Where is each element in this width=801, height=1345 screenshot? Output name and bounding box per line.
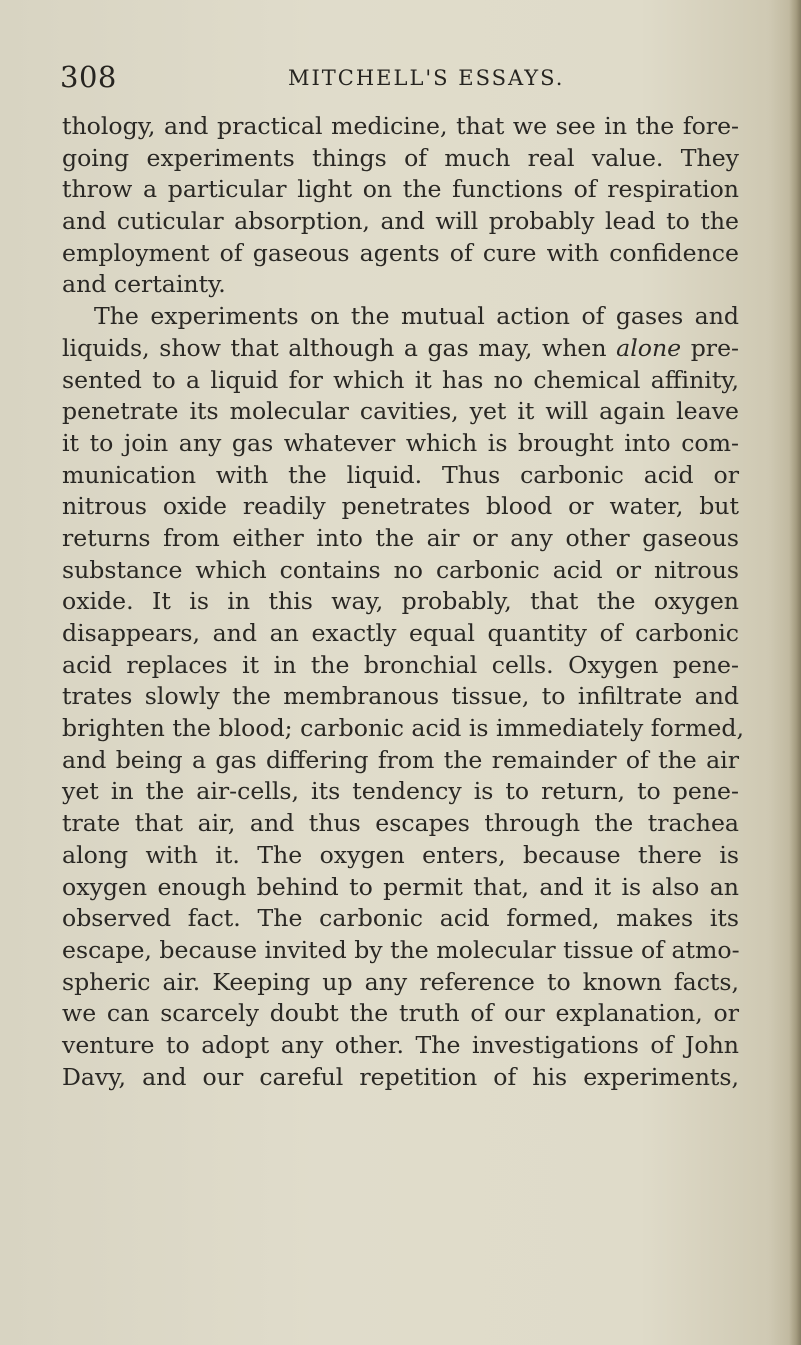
page-number: 308 xyxy=(60,60,117,94)
text-line: returns from either into the air or any other gaseous xyxy=(62,523,739,552)
italic-word: alone xyxy=(616,333,682,362)
text-line: observed fact. The carbonic acid formed, makes its xyxy=(62,904,739,933)
body-text xyxy=(62,111,744,1093)
text-line: it to join any gas whatever which is brought into com- xyxy=(62,428,739,457)
text-line: escape, because invited by the molecular tissue of atmo- xyxy=(62,935,740,964)
text-line: going experiments things of much real value. They xyxy=(62,143,739,172)
text-line: substance which contains no carbonic acid or nitrous xyxy=(62,555,739,584)
text-segment: pre- xyxy=(690,333,740,362)
text-line: and cuticular absorption, and will probably lead to the xyxy=(62,207,739,236)
text-line: and being a gas differing from the remainder of the air xyxy=(62,745,739,774)
text-line: trates slowly the membranous tissue, to infiltrate and xyxy=(62,682,739,711)
text-line: employment of gaseous agents of cure with confidence xyxy=(62,238,739,267)
text-line: penetrate its molecular cavities, yet it will again leave xyxy=(62,397,739,426)
text-line: and certainty. xyxy=(62,270,226,299)
text-line: throw a particular light on the functions of respiration xyxy=(62,175,739,204)
text-line: spheric air. Keeping up any reference to known facts, xyxy=(62,967,739,996)
text-line: brighten the blood; carbonic acid is immediately formed, xyxy=(62,714,744,743)
paragraph-start-line: The experiments on the mutual action of gases and xyxy=(94,302,739,331)
page-edge-shadow xyxy=(789,0,801,1345)
running-head: MITCHELL'S ESSAYS. xyxy=(288,66,565,90)
text-line: trate that air, and thus escapes through the trachea xyxy=(62,809,739,838)
text-line: yet in the air-cells, its tendency is to return, to pene- xyxy=(62,777,739,806)
text-line: oxygen enough behind to permit that, and it is also an xyxy=(62,872,739,901)
text-line: along with it. The oxygen enters, because there is xyxy=(62,840,739,869)
text-line-with-italic xyxy=(62,333,739,365)
text-segment: liquids, show that although a gas may, when xyxy=(62,333,607,362)
text-line: venture to adopt any other. The investigations of John xyxy=(62,1030,739,1059)
text-line: disappears, and an exactly equal quantity of carbonic xyxy=(62,619,739,647)
text-line: nitrous oxide readily penetrates blood or water, but xyxy=(62,492,739,521)
text-line: we can scarcely doubt the truth of our explanation, or xyxy=(62,999,739,1028)
text-line: sented to a liquid for which it has no chemical affinity, xyxy=(62,365,739,394)
page-header xyxy=(60,60,740,100)
text-line: acid replaces it in the bronchial cells. Oxygen pene- xyxy=(62,650,739,679)
text-line: thology, and practical medicine, that we see in the fore- xyxy=(62,112,739,140)
text-line: munication with the liquid. Thus carbonic acid or xyxy=(62,460,739,489)
text-line: oxide. It is in this way, probably, that the oxygen xyxy=(62,587,739,616)
text-line: Davy, and our careful repetition of his experiments, xyxy=(62,1062,739,1091)
